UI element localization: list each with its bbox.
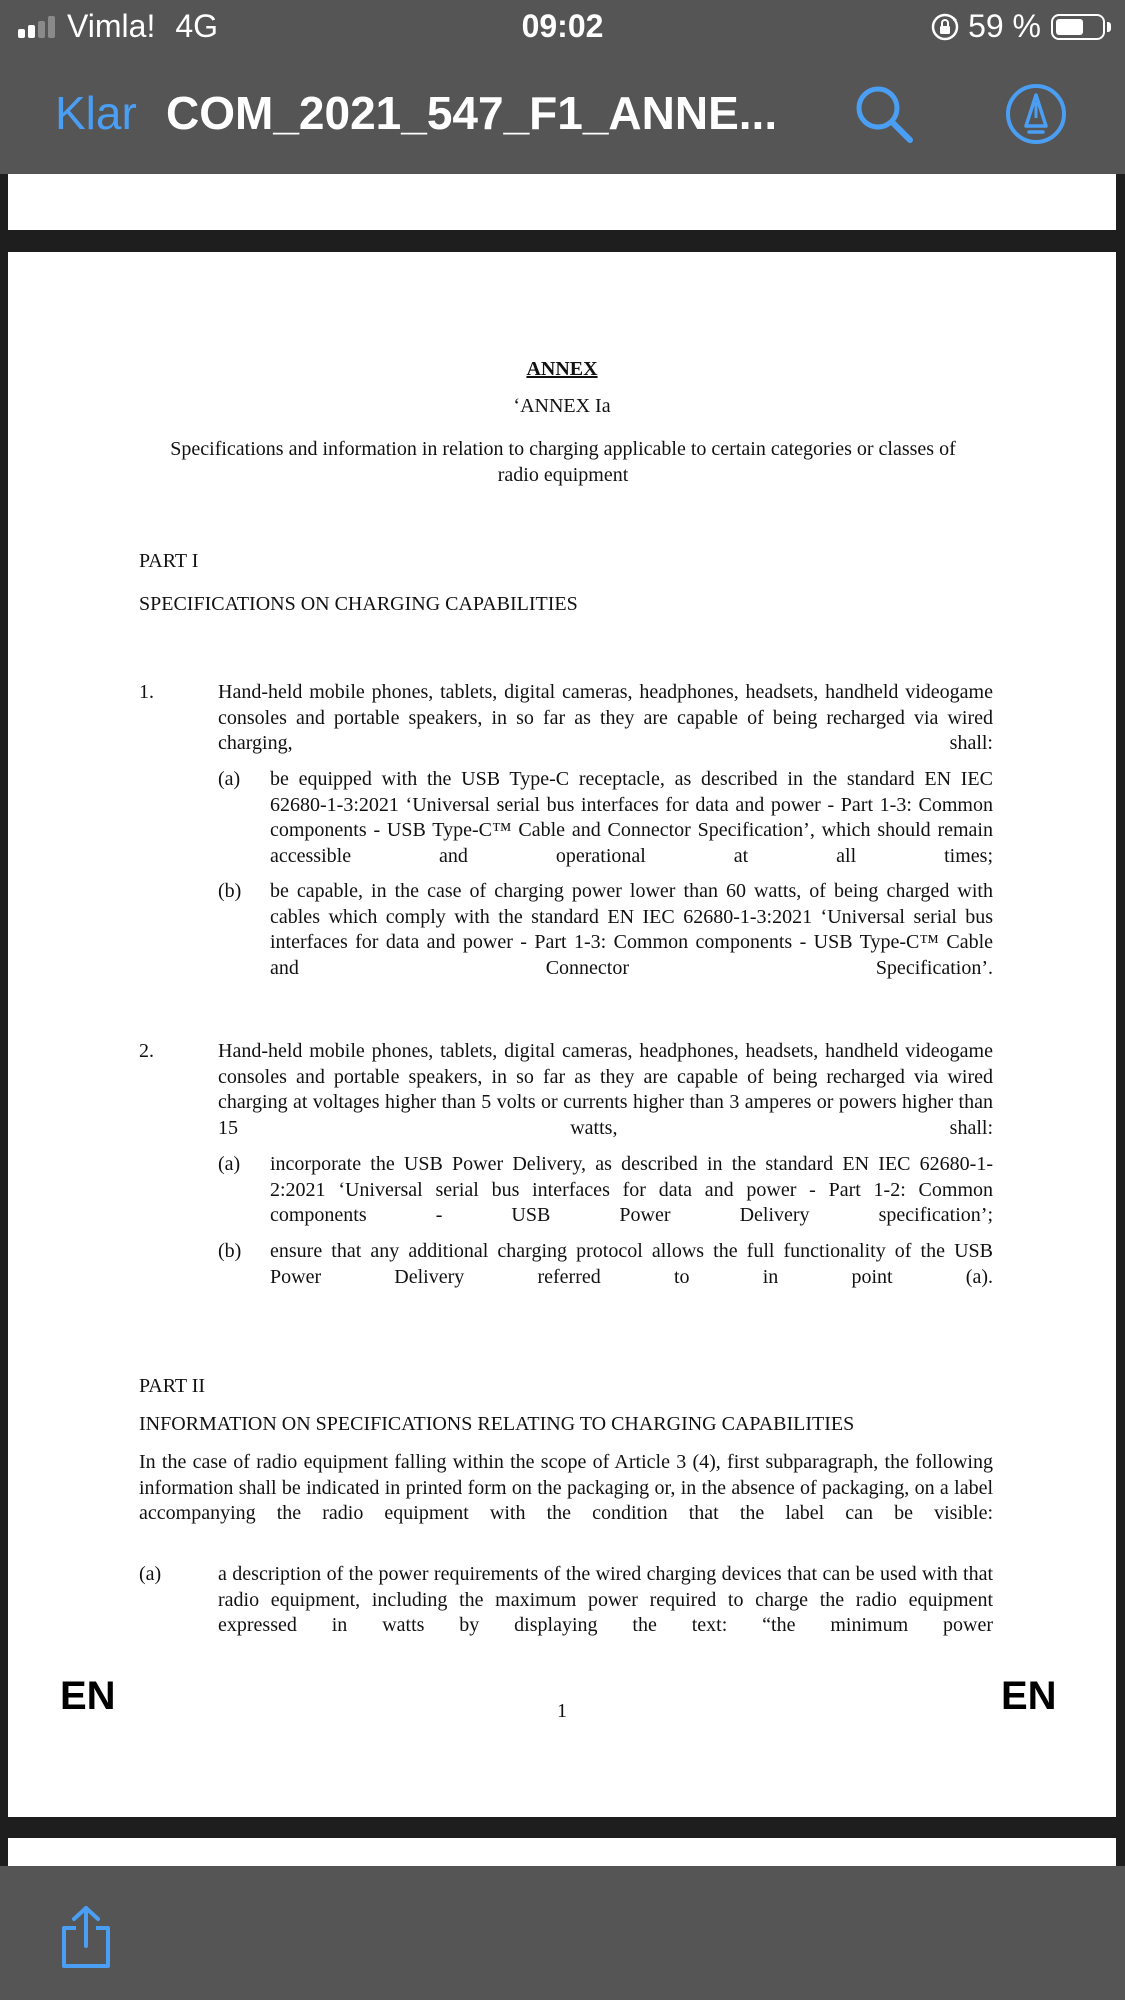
item-text: Hand-held mobile phones, tablets, digital cameras, headphones, headsets, handheld videogame consoles and portable speakers, in so far as they are capable of being recharged via wired charging at voltages higher than 5 volts or currents higher than 3 amperes or powers higher than 15 watts, shall: (218, 1040, 993, 1139)
annex-heading: ANNEX (526, 358, 598, 380)
footer-language-left: EN (60, 1674, 116, 1718)
network-type: 4G (175, 8, 219, 44)
orientation-lock-icon (930, 12, 960, 42)
subitem-letter: (a) (218, 768, 241, 790)
carrier-name: Vimla! (67, 8, 156, 44)
footer-language-right: EN (1001, 1674, 1057, 1718)
clock: 09:02 (521, 8, 604, 44)
bottom-toolbar (0, 1866, 1125, 2000)
subitem-text: incorporate the USB Power Delivery, as described in the standard EN IEC 62680-1-2:2021 ‘Universal serial bus interfaces for data and power - Part 1-2: Common components - USB Power Delivery specification’; (270, 1153, 993, 1226)
subitem-letter: (b) (218, 880, 242, 902)
page-number: 1 (557, 1700, 567, 1722)
annex-subheading: ‘ANNEX Ia (513, 395, 611, 417)
document-page[interactable] (8, 252, 1116, 1817)
part2-title: INFORMATION ON SPECIFICATIONS RELATING TO CHARGING CAPABILITIES (139, 1413, 855, 1435)
search-icon[interactable] (852, 82, 916, 146)
markup-icon[interactable] (1004, 82, 1068, 146)
part2-intro: In the case of radio equipment falling within the scope of Article 3 (4), first subparagraph, the following information shall be indicated in printed form on the packaging or, in the absence of packaging, on a label accompanying the radio equipment with the condition that the label can be visible: (139, 1451, 993, 1524)
status-right (930, 8, 1111, 45)
part2-item-letter: (a) (139, 1563, 162, 1585)
battery-tip (1107, 22, 1111, 32)
share-icon[interactable] (58, 1904, 114, 1970)
battery-icon (1051, 14, 1105, 40)
subitem-text: ensure that any additional charging protocol allows the full functionality of the USB Power Delivery referred to in point (a). (270, 1240, 993, 1288)
battery-percent: 59 % (968, 8, 1041, 44)
item-text: Hand-held mobile phones, tablets, digital cameras, headphones, headsets, handheld videogame consoles and portable speakers, in so far as they are capable of being recharged via wired charging, shall: (218, 681, 993, 754)
part1-title: SPECIFICATIONS ON CHARGING CAPABILITIES (139, 593, 578, 615)
document-title: COM_2021_547_F1_ANNE... (166, 87, 778, 139)
annex-description: Specifications and information in relation to charging applicable to certain categories or classes of radio equipment (170, 438, 956, 486)
subitem-letter: (b) (218, 1240, 242, 1262)
done-button[interactable]: Klar (55, 87, 137, 139)
part2-item-text: a description of the power requirements of the wired charging devices that can be used with that radio equipment, including the maximum power required to charge the radio equipment expressed in watts by displaying the text: “the minimum power (218, 1563, 993, 1636)
item-number: 2. (139, 1040, 154, 1062)
part2-label: PART II (139, 1375, 206, 1397)
next-page-strip[interactable] (8, 1838, 1116, 1866)
previous-page-strip[interactable] (8, 174, 1116, 230)
subitem-letter: (a) (218, 1153, 241, 1175)
subitem-text: be equipped with the USB Type-C receptacle, as described in the standard EN IEC 62680-1-3:2021 ‘Universal serial bus interfaces for data and power - Part 1-3: Common components - USB Type-C™ Cable and Connector Specification’, which should remain accessible and operational at all times; (270, 768, 993, 867)
item-number: 1. (139, 681, 154, 703)
part1-label: PART I (139, 550, 199, 572)
status-bar (0, 0, 1125, 56)
navigation-bar (0, 56, 1125, 174)
subitem-text: be capable, in the case of charging power lower than 60 watts, of being charged with cables which comply with the standard EN IEC 62680-1-3:2021 ‘Universal serial bus interfaces for data and power - Part 1-3: Common components - USB Type-C™ Cable and Connector Specification’. (270, 880, 993, 979)
